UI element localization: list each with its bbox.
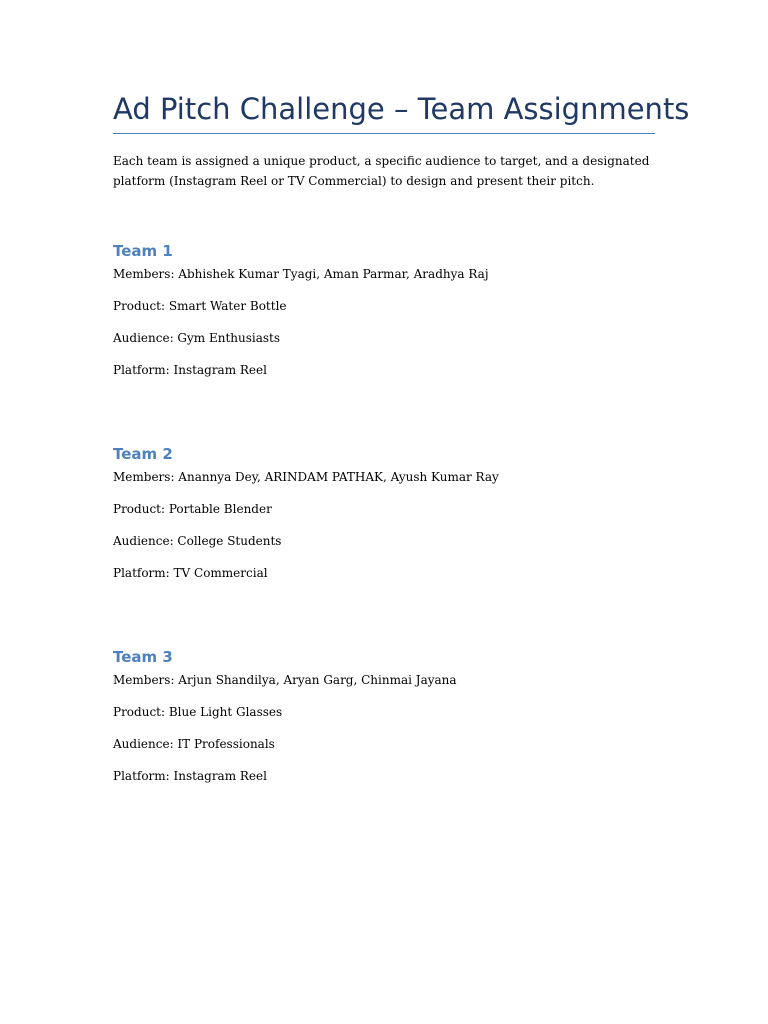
- team-1-section: [113, 241, 655, 380]
- team-3-section: [113, 647, 655, 786]
- team-1-heading: Team 1: [113, 241, 173, 260]
- team-1-members: Members: Abhishek Kumar Tyagi, Aman Parmar, Aradhya Raj: [113, 266, 489, 281]
- team-2-platform: Platform: TV Commercial: [113, 565, 268, 580]
- team-1-product: Product: Smart Water Bottle: [113, 298, 287, 313]
- team-2-heading: Team 2: [113, 444, 173, 463]
- page-title: Ad Pitch Challenge – Team Assignments: [113, 92, 655, 134]
- intro-paragraph: Each team is assigned a unique product, a specific audience to target, and a designated platform (Instagram Reel or TV Commercial) to design and present their pitch.: [113, 153, 650, 188]
- team-1-platform: Platform: Instagram Reel: [113, 362, 267, 377]
- document-page: [113, 92, 690, 786]
- team-3-heading: Team 3: [113, 647, 173, 666]
- team-1-audience: Audience: Gym Enthusiasts: [113, 330, 281, 345]
- team-3-product: Product: Blue Light Glasses: [113, 704, 283, 719]
- team-2-product: Product: Portable Blender: [113, 501, 272, 516]
- team-2-section: [113, 444, 655, 583]
- team-3-members: Members: Arjun Shandilya, Aryan Garg, Chinmai Jayana: [113, 672, 457, 687]
- team-3-platform: Platform: Instagram Reel: [113, 768, 267, 783]
- team-2-members: Members: Anannya Dey, ARINDAM PATHAK, Ayush Kumar Ray: [113, 469, 499, 484]
- team-2-audience: Audience: College Students: [113, 533, 282, 548]
- team-3-audience: Audience: IT Professionals: [113, 736, 275, 751]
